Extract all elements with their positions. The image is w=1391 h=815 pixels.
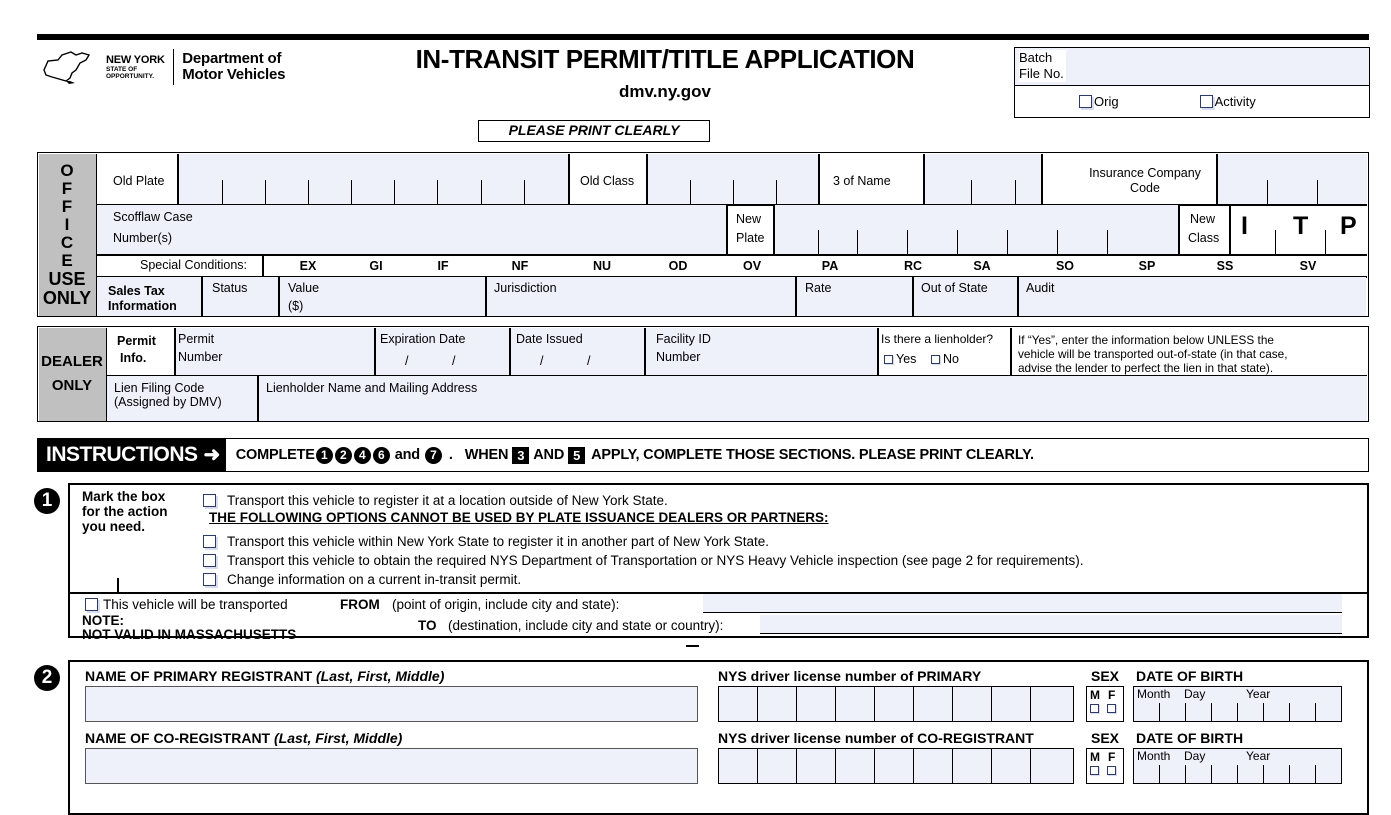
new-plate-input[interactable]	[775, 205, 1179, 254]
tick	[351, 180, 352, 204]
instr-circle-4: 4	[354, 447, 371, 464]
transported-checkbox[interactable]	[85, 598, 98, 611]
v-st4	[795, 276, 797, 316]
rate-label: Rate	[805, 281, 832, 295]
form-website: dmv.ny.gov	[619, 82, 711, 101]
cond-sa: SA	[973, 259, 991, 273]
primary-sex-f-label: F	[1108, 688, 1116, 702]
value-label-2: ($)	[288, 299, 304, 313]
instr-circle-6: 6	[373, 447, 390, 464]
lienholder-no-checkbox[interactable]	[931, 355, 940, 364]
tick	[1159, 703, 1160, 721]
cond-gi: GI	[369, 259, 383, 273]
logo-stateof: STATE OF	[106, 65, 138, 73]
v-d6	[1010, 328, 1012, 376]
lienholder-no-group[interactable]	[931, 352, 959, 366]
lien-note-line1: If “Yes”, enter the information below UNLESS the	[1018, 333, 1274, 347]
new-plate-label-2: Plate	[736, 231, 765, 245]
instructions-text	[236, 447, 1034, 464]
v-3name-l	[818, 154, 820, 205]
v-ins-l	[1041, 154, 1043, 205]
mark-box-label-2: for the action	[82, 504, 168, 519]
cond-ss: SS	[1216, 259, 1234, 273]
dept-line2: Motor Vehicles	[182, 66, 286, 83]
primary-registrant-input[interactable]	[85, 686, 698, 722]
orig-checkbox[interactable]	[1079, 95, 1092, 108]
tick	[308, 180, 309, 204]
band-letter-f2: F	[61, 196, 73, 216]
lienholder-name-label: Lienholder Name and Mailing Address	[266, 381, 478, 395]
tick	[818, 230, 819, 254]
tick	[1211, 703, 1212, 721]
itp-letter-t: T	[1293, 212, 1309, 240]
tick	[1317, 180, 1318, 204]
lienholder-question-label: Is there a lienholder?	[881, 332, 994, 346]
primary-sex-box	[1086, 686, 1124, 722]
cond-ex: EX	[299, 259, 317, 273]
instr-circle-7: 7	[425, 447, 442, 464]
coregistrant-sex-m-checkbox[interactable]	[1090, 766, 1099, 775]
v-sc	[262, 254, 264, 276]
section-2-number: 2	[34, 665, 60, 691]
instr-and: and	[394, 447, 420, 463]
facility-id-label-1: Facility ID	[656, 332, 711, 346]
tick	[690, 180, 691, 204]
insurance-code-label-1: Insurance Company	[1089, 166, 1201, 180]
coregistrant-dob-label: DATE OF BIRTH	[1136, 730, 1244, 746]
audit-label: Audit	[1026, 281, 1055, 295]
band-only: ONLY	[42, 287, 92, 308]
tick	[776, 180, 777, 204]
form-title: IN-TRANSIT PERMIT/TITLE APPLICATION	[415, 44, 915, 74]
v-st1	[201, 276, 203, 316]
scofflaw-label-2: Number(s)	[113, 231, 173, 245]
tick	[1015, 180, 1016, 204]
from-hint: (point of origin, include city and state):	[392, 597, 620, 612]
mark-box-label-1: Mark the box	[82, 489, 166, 504]
batch-file-input[interactable]	[1015, 48, 1369, 86]
tick	[991, 749, 992, 783]
instr-period: .	[448, 447, 453, 463]
v-st2	[278, 276, 280, 316]
tick	[1237, 765, 1238, 783]
lienholder-yes-label: Yes	[896, 352, 917, 366]
option-1-label: Transport this vehicle to register it at a location outside of New York State.	[227, 493, 668, 508]
option-3-checkbox[interactable]	[203, 554, 216, 567]
tick	[1057, 230, 1058, 254]
permit-number-label-1: Permit	[178, 332, 215, 346]
tick	[957, 230, 958, 254]
logo-divider	[173, 49, 175, 85]
tick	[481, 180, 482, 204]
dealer-band-line2: ONLY	[51, 377, 93, 394]
band-letter-f1: F	[61, 178, 73, 198]
dept-line1: Department of	[182, 50, 282, 67]
issued-slash-1: /	[540, 354, 544, 368]
tick	[952, 749, 953, 783]
tick	[1237, 703, 1238, 721]
instr-circle-2: 2	[335, 447, 352, 464]
primary-dob-day: Day	[1184, 687, 1206, 701]
cond-sp: SP	[1138, 259, 1156, 273]
coregistrant-license-input[interactable]	[718, 748, 1074, 784]
primary-dob-year: Year	[1246, 687, 1271, 701]
lienholder-yes-checkbox[interactable]	[884, 355, 893, 364]
lien-note-line2: vehicle will be transported out-of-state (in that case,	[1018, 347, 1288, 361]
v-st5	[912, 276, 914, 316]
option-2-checkbox[interactable]	[203, 535, 216, 548]
primary-dob-month: Month	[1137, 687, 1171, 701]
option-4-label: Change information on a current in-transit permit.	[227, 572, 522, 587]
instructions-badge	[38, 439, 226, 471]
cond-nu: NU	[592, 259, 612, 273]
instr-square-3: 3	[512, 447, 529, 464]
band-letter-c: C	[60, 232, 74, 252]
permit-info-label-1: Permit	[117, 334, 156, 348]
v-st6	[1017, 276, 1019, 316]
new-plate-label-1: New	[736, 212, 762, 226]
coregistrant-sex-m-label: M	[1090, 750, 1100, 764]
tick	[1263, 703, 1264, 721]
tick	[524, 180, 525, 204]
tick	[796, 687, 797, 721]
orig-label: Orig	[1094, 93, 1119, 109]
cond-pa: PA	[821, 259, 839, 273]
nys-dmv-logo	[42, 48, 285, 86]
activity-checkbox-group[interactable]	[1200, 94, 1256, 109]
primary-sex-f-checkbox[interactable]	[1107, 704, 1116, 713]
coregistrant-sex-box	[1086, 748, 1124, 784]
plate-issuance-warning: THE FOLLOWING OPTIONS CANNOT BE USED BY PLATE ISSUANCE DEALERS OR PARTNERS:	[209, 510, 829, 525]
special-conditions-label: Special Conditions:	[140, 258, 248, 272]
old-plate-input[interactable]	[179, 154, 569, 204]
band-letter-e: E	[61, 250, 73, 270]
v-newclass-r	[1229, 204, 1231, 255]
facility-id-label-2: Number	[656, 350, 701, 364]
instr-and2: AND	[533, 447, 565, 463]
office-row-sep-2	[96, 254, 1367, 256]
batch-label: Batch File No.	[1019, 50, 1064, 81]
tick	[1267, 180, 1268, 204]
old-class-label: Old Class	[580, 174, 635, 188]
itp-letter-i: I	[1241, 212, 1248, 240]
instructions-label: INSTRUCTIONS	[46, 443, 198, 466]
tick	[857, 230, 858, 254]
lien-note-line3: advise the lender to perfect the lien in that state).	[1018, 361, 1274, 375]
tick	[1263, 765, 1264, 783]
primary-registrant-label	[85, 668, 444, 684]
orig-checkbox-group[interactable]	[1079, 94, 1119, 109]
section-1-number: 1	[34, 488, 60, 514]
primary-sex-m-checkbox[interactable]	[1090, 704, 1099, 713]
tick	[1211, 765, 1212, 783]
activity-label: Activity	[1214, 93, 1256, 109]
out-of-state-label: Out of State	[921, 281, 988, 295]
new-class-label-2: Class	[1188, 231, 1220, 245]
mark-box-label-3: you need.	[82, 519, 146, 534]
tick	[874, 749, 875, 783]
coregistrant-sex-f-checkbox[interactable]	[1107, 766, 1116, 775]
primary-registrant-text: NAME OF PRIMARY REGISTRANT	[85, 668, 313, 684]
tick	[1107, 230, 1108, 254]
tick	[1275, 230, 1276, 254]
permit-info-label-2: Info.	[120, 351, 147, 365]
tick	[796, 749, 797, 783]
tick	[952, 687, 953, 721]
primary-license-input[interactable]	[718, 686, 1074, 722]
new-class-label-1: New	[1190, 212, 1216, 226]
to-hint: (destination, include city and state or country):	[448, 618, 724, 633]
permit-number-label-2: Number	[178, 350, 223, 364]
insurance-code-label-2: Code	[1130, 181, 1160, 195]
cond-ov: OV	[742, 259, 762, 273]
lien-filing-label-2: (Assigned by DMV)	[114, 395, 222, 409]
from-input[interactable]	[703, 594, 1342, 613]
tick	[437, 180, 438, 204]
tick	[1007, 230, 1008, 254]
transported-label: This vehicle will be transported	[103, 597, 288, 612]
sales-tax-label-1: Sales Tax	[108, 284, 165, 298]
primary-sex-label: SEX	[1091, 668, 1120, 684]
primary-registrant-hint: (Last, First, Middle)	[316, 668, 445, 684]
from-label: FROM	[340, 597, 380, 612]
arrow-right-icon: ➜	[203, 444, 220, 466]
sales-tax-label-2: Information	[108, 299, 177, 313]
section-1-subdivider	[117, 578, 119, 592]
logo-opportunity: OPPORTUNITY.	[106, 72, 155, 80]
status-label: Status	[212, 281, 248, 295]
tick	[1315, 703, 1316, 721]
note-label: NOTE:	[82, 613, 124, 628]
instr-when: WHEN	[464, 447, 509, 463]
instr-square-5: 5	[568, 447, 585, 464]
new-york-state-outline-icon	[42, 48, 104, 86]
coregistrant-hint: (Last, First, Middle)	[274, 730, 403, 746]
lienholder-no-label: No	[943, 352, 959, 366]
band-letter-i: I	[64, 214, 70, 234]
tick	[1030, 749, 1031, 783]
tick	[394, 180, 395, 204]
itp-letter-p: P	[1340, 212, 1357, 240]
band-letter-o: O	[60, 160, 74, 180]
band-use: USE	[48, 268, 86, 289]
section-1-tab	[686, 645, 699, 647]
tick	[1159, 765, 1160, 783]
issued-slash-2: /	[587, 354, 591, 368]
cond-if: IF	[437, 259, 449, 273]
tick	[907, 230, 908, 254]
tick	[835, 749, 836, 783]
v-newplate-l	[726, 204, 728, 255]
tick	[1185, 703, 1186, 721]
tick	[874, 687, 875, 721]
cond-rc: RC	[903, 259, 923, 273]
please-print-clearly-banner: PLEASE PRINT CLEARLY	[478, 120, 710, 142]
exp-slash-1: /	[405, 354, 409, 368]
value-label-1: Value	[288, 281, 320, 295]
tick	[1185, 765, 1186, 783]
header-rule	[37, 34, 1369, 40]
cond-nf: NF	[511, 259, 529, 273]
tick	[971, 180, 972, 204]
lien-filing-label-1: Lien Filing Code	[114, 381, 205, 395]
cond-od: OD	[668, 259, 688, 273]
to-input[interactable]	[760, 615, 1342, 634]
activity-checkbox[interactable]	[1200, 95, 1213, 108]
instr-circle-1: 1	[316, 447, 333, 464]
tick	[222, 180, 223, 204]
tick	[757, 749, 758, 783]
tick	[1315, 765, 1316, 783]
tick	[835, 687, 836, 721]
primary-sex-m-label: M	[1090, 688, 1100, 702]
to-label: TO	[418, 618, 437, 633]
dealer-only-band	[39, 328, 107, 421]
primary-license-label: NYS driver license number of PRIMARY	[718, 668, 982, 684]
option-2-label: Transport this vehicle within New York State to register it in another part of New York State.	[227, 534, 770, 549]
option-1-checkbox[interactable]	[203, 494, 216, 507]
logo-newyork: NEW YORK	[106, 53, 165, 66]
instr-complete: COMPLETE	[235, 447, 315, 463]
tick	[913, 749, 914, 783]
coregistrant-input[interactable]	[85, 748, 698, 784]
cond-so: SO	[1055, 259, 1075, 273]
tick	[913, 687, 914, 721]
v-d5	[877, 328, 879, 376]
insurance-code-input[interactable]	[1218, 154, 1367, 204]
tick	[265, 180, 266, 204]
coregistrant-license-label: NYS driver license number of CO-REGISTRANT	[718, 730, 1034, 746]
old-plate-label: Old Plate	[113, 174, 165, 188]
v-oldclass-l	[568, 154, 570, 205]
third-of-name-label: 3 of Name	[833, 174, 891, 188]
tick	[1289, 703, 1290, 721]
batch-file-box	[1014, 47, 1370, 118]
instructions-bar	[37, 438, 1369, 472]
primary-dob-label: DATE OF BIRTH	[1136, 668, 1244, 684]
instr-tail: APPLY, COMPLETE THOSE SECTIONS. PLEASE PRINT CLEARLY.	[591, 447, 1034, 463]
scofflaw-label-1: Scofflaw Case	[113, 210, 193, 224]
coregistrant-dob-day: Day	[1184, 749, 1206, 763]
tick	[1325, 230, 1326, 254]
coregistrant-dob-month: Month	[1137, 749, 1171, 763]
dealer-band-line1: DEALER	[41, 353, 103, 370]
coregistrant-label	[85, 730, 402, 746]
tick	[991, 687, 992, 721]
tick	[1030, 687, 1031, 721]
coregistrant-sex-label: SEX	[1091, 730, 1120, 746]
third-of-name-input[interactable]	[925, 154, 1041, 204]
not-valid-massachusetts: NOT VALID IN MASSACHUSETTS	[82, 627, 297, 642]
date-issued-label: Date Issued	[516, 332, 583, 346]
option-4-checkbox[interactable]	[203, 573, 216, 586]
expiration-date-label: Expiration Date	[380, 332, 466, 346]
exp-slash-2: /	[452, 354, 456, 368]
tick	[733, 180, 734, 204]
jurisdiction-label: Jurisdiction	[494, 281, 557, 295]
office-use-only-band	[39, 154, 97, 316]
coregistrant-text: NAME OF CO-REGISTRANT	[85, 730, 271, 746]
lienholder-yes-group[interactable]	[884, 352, 916, 366]
option-3-label: Transport this vehicle to obtain the required NYS Department of Transportation or NYS Heavy Vehicle inspection (see page 2 for requirements).	[227, 553, 1084, 568]
tick	[757, 687, 758, 721]
coregistrant-dob-year: Year	[1246, 749, 1271, 763]
tick	[1289, 765, 1290, 783]
v-newclass-l	[1178, 204, 1180, 255]
coregistrant-sex-f-label: F	[1108, 750, 1116, 764]
cond-sv: SV	[1299, 259, 1317, 273]
v-st3	[485, 276, 487, 316]
